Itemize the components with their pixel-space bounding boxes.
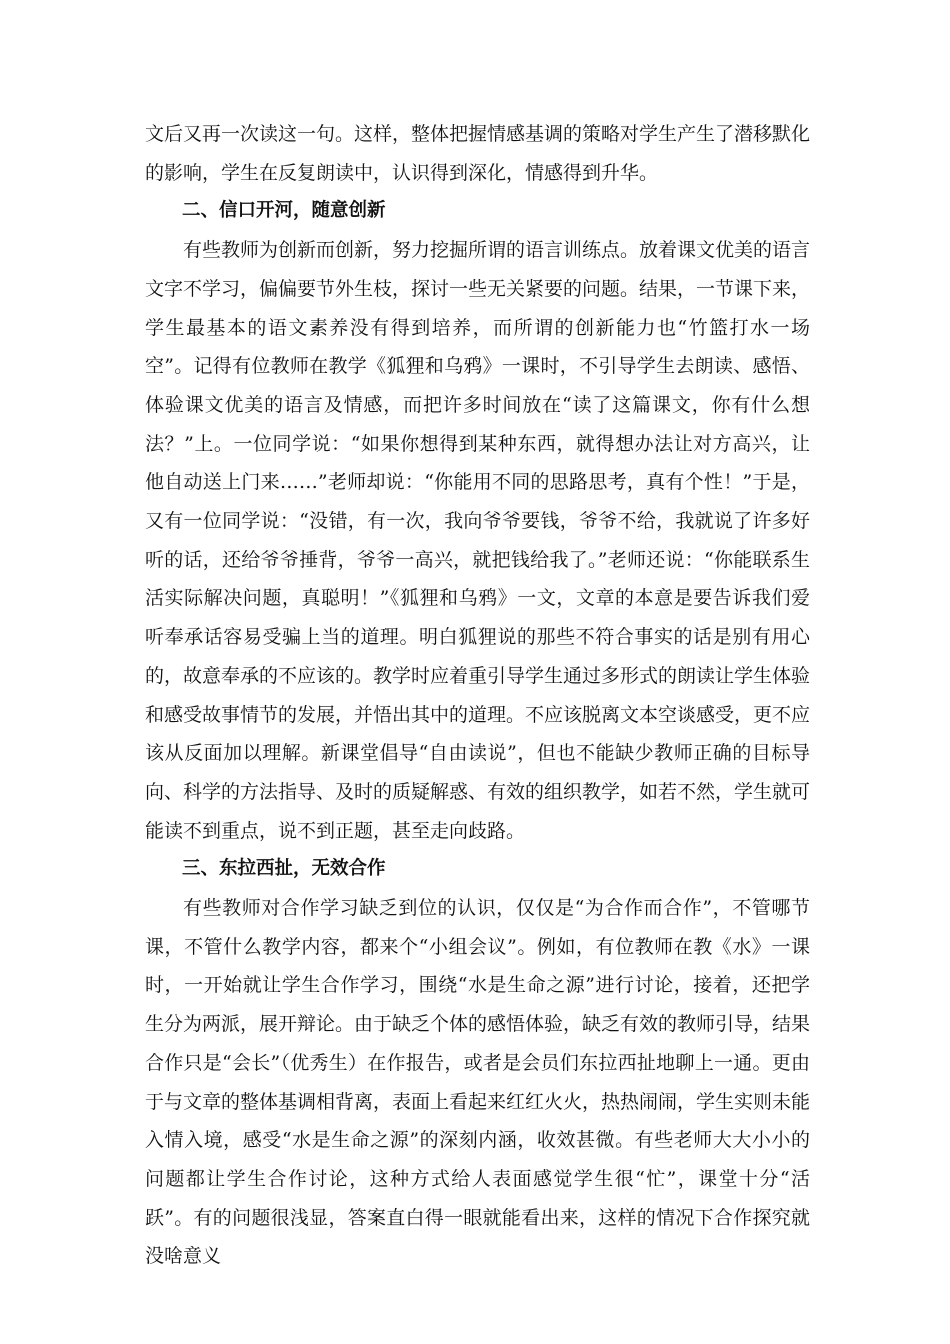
section-heading-2: 二、信口开河，随意创新 <box>182 200 386 222</box>
paragraph-section-3: 有些教师对合作学习缺乏到位的认识，仅仅是“为合作而合作”，不管哪节课，不管什么教学内容，都来个“小组会议”。例如，有位教师在教《水》一课时，一开始就让学生合作学习，围绕“水是生命之源”进行讨论，接着，还把学生分为两派，展开辩论。由于缺乏个体的感悟体验，缺乏有效的教师引导，结果合作只是“会长”（优秀生）在作报告，或者是会员们东拉西扯地聊上一通。更由于与文章的整体基调相背离，表面上看起来红红火火，热热闹闹，学生实则未能入情入境，感受“水是生命之源”的深刻内涵，收效甚微。有些老师大大小小的问题都让学生合作讨论，这种方式给人表面感觉学生很“忙”，课堂十分“活跃”。有的问题很浅显，答案直白得一眼就能看出来，这样的情况下合作探究就没啥意义 <box>145 897 811 1268</box>
section-heading-3: 三、东拉西扯，无效合作 <box>182 858 386 880</box>
paragraph-section-2: 有些教师为创新而创新，努力挖掘所谓的语言训练点。放着课文优美的语言文字不学习，偏偏要节外生枝，探讨一些无关紧要的问题。结果，一节课下来，学生最基本的语文素养没有得到培养，而所谓的创新能力也“竹篮打水一场空”。记得有位教师在教学《狐狸和乌鸦》一课时，不引导学生去朗读、感悟、体验课文优美的语言及情感，而把许多时间放在“读了这篇课文，你有什么想法？”上。一位同学说：“如果你想得到某种东西，就得想办法让对方高兴，让他自动送上门来……”老师却说：“你能用不同的思路思考，真有个性！”于是，又有一位同学说：“没错，有一次，我向爷爷要钱，爷爷不给，我就说了许多好听的话，还给爷爷捶背，爷爷一高兴，就把钱给我了。”老师还说：“你能联系生活实际解决问题，真聪明！”《狐狸和乌鸦》一文，文章的本意是要告诉我们爱听奉承话容易受骗上当的道理。明白狐狸说的那些不符合事实的话是别有用心的，故意奉承的不应该的。教学时应着重引导学生通过多形式的朗读让学生体验和感受故事情节的发展，并悟出其中的道理。不应该脱离文本空谈感受，更不应该从反面加以理解。新课堂倡导“自由读说”，但也不能缺少教师正确的目标导向、科学的方法指导、及时的质疑解惑、有效的组织教学，如若不然，学生就可能读不到重点，说不到正题，甚至走向歧路。 <box>145 239 811 842</box>
paragraph-continued: 文后又再一次读这一句。这样，整体把握情感基调的策略对学生产生了潜移默化的影响，学生在反复朗读中，认识得到深化，情感得到升华。 <box>145 123 811 184</box>
document-page <box>145 115 810 1276</box>
